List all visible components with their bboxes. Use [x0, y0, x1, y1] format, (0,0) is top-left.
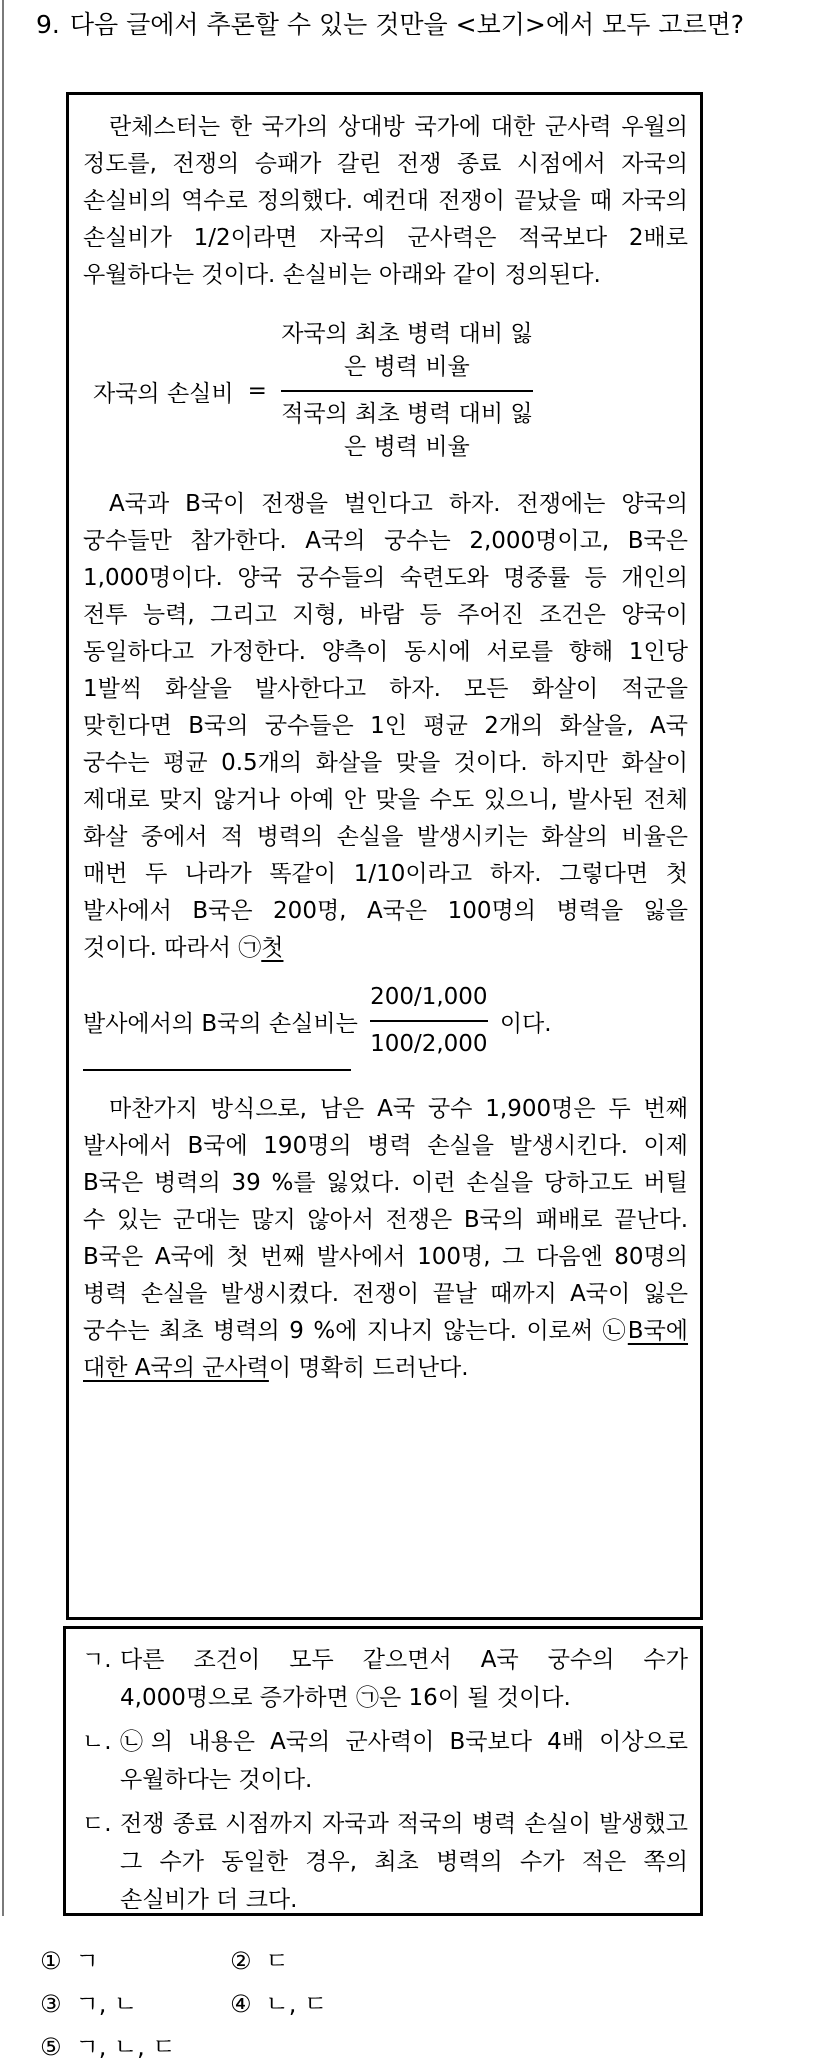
formula-lhs: 자국의 손실비: [93, 380, 234, 407]
bogi-item-d: [82, 1805, 688, 1916]
fraction-numerator: 자국의 최초 병력 대비 잃은 병력 비율: [281, 321, 533, 380]
formula-lead: 발사에서의 B국의 손실비는: [83, 1010, 358, 1037]
paragraph-3-tail: 이 명확히 드러난다.: [268, 1355, 469, 1381]
loss-ratio-definition-formula: [83, 318, 688, 464]
bogi-marker-g: ㄱ.: [82, 1647, 112, 1673]
bogi-text-n: ㉡의 내용은 A국의 군사력이 B국보다 4배 이상으로 우월하다는 것이다.: [120, 1729, 688, 1793]
passage-paragraph-2: [83, 486, 688, 967]
bogi-text-d: 전쟁 종료 시점까지 자국과 적국의 병력 손실이 발생했고 그 수가 동일한 경우, 최초 병력의 수가 적은 쪽의 손실비가 더 크다.: [120, 1811, 688, 1913]
underline-mark: [83, 1069, 351, 1071]
question-text: 다음 글에서 추론할 수 있는 것만을 <보기>에서 모두 고르면?: [69, 10, 745, 39]
bogi-item-n: [82, 1723, 688, 1799]
choice-2-number: ②: [230, 1947, 252, 1975]
paragraph-2-text: A국과 B국이 전쟁을 벌인다고 하자. 전쟁에는 양국의 궁수들만 참가한다. A국의 궁수는 2,000명이고, B국은 1,000명이다. 양국 궁수들의 숙련도와 명중률 등 개인의 전투 능력, 그리고 지형, 바람 등 주어진 조건은 양국이 동일하다고 가정한다. 양측이 동시에 서로를 향해 1인당 1발씩 화살을 발사한다고 하자. 모든 화살이 적군을 맞힌다면 B국의 궁수들은 1인 평균 2개의 화살을, A국 궁수는 평균 0.5개의 화살을 맞을 것이다. 하지만 화살이 제대로 맞지 않거나 아예 안 맞을 수도 있으니, 발사된 전체 화살 중에서 적 병력의 손실을 발생시키는 화살의 비율은 매번 두 나라가 똑같이 1/10이라고 하자. 그렇다면 첫 발사에서 B국은 200명, A국은 100명의 병력을 잃을 것이다. 따라서: [83, 491, 688, 961]
underlined-phrase-2: B국에 대한 A국의 군사력: [83, 1318, 689, 1381]
paragraph-3-text: 마찬가지 방식으로, 남은 A국 궁수 1,900명은 두 번째 발사에서 B국에 190명의 병력 손실을 발생시킨다. 이제 B국은 병력의 39 %를 잃었다. 이런 손실을 당하고도 버틸 수 있는 군대는 많지 않아서 전쟁은 B국의 패배로 끝난다. B국은 A국에 첫 번째 발사에서 100명, 그 다음엔 80명의 병력 손실을 발생시켰다. 전쟁이 끝날 때까지 A국이 잃은 궁수는 최초 병력의 9 %에 지나지 않는다. 이로써: [83, 1096, 688, 1344]
passage-box: [66, 92, 703, 1620]
loss-fraction: [370, 981, 488, 1061]
choice-1: [40, 1946, 230, 1976]
choice-5: [40, 2032, 230, 2062]
loss-fraction-numerator: 200/1,000: [370, 984, 488, 1010]
choice-3-text: ㄱ, ㄴ: [75, 1990, 138, 2018]
first-shot-loss-formula: [83, 981, 688, 1061]
bogi-marker-n: ㄴ.: [82, 1729, 112, 1755]
choice-4-text: ㄴ, ㄷ: [265, 1990, 328, 2018]
choice-4-number: ④: [230, 1990, 252, 2018]
fraction-denominator: 적국의 최초 병력 대비 잃은 병력 비율: [281, 401, 533, 460]
page-column-rule: [2, 0, 4, 1916]
choice-1-number: ①: [40, 1947, 62, 1975]
passage-paragraph-3: [83, 1091, 688, 1387]
choice-3-number: ③: [40, 1990, 62, 2018]
question-header: [36, 6, 784, 44]
choice-2: [230, 1946, 730, 1976]
bogi-marker-d: ㄷ.: [82, 1811, 112, 1837]
bogi-box: [63, 1626, 703, 1916]
choice-4: [230, 1989, 730, 2019]
choice-5-text: ㄱ, ㄴ, ㄷ: [75, 2033, 176, 2061]
equals-sign: =: [247, 378, 267, 404]
bogi-item-g: [82, 1641, 688, 1717]
definition-fraction: [281, 318, 533, 464]
choice-2-text: ㄷ: [265, 1947, 289, 1975]
formula-tail: 이다.: [499, 1010, 552, 1037]
choice-3: [40, 1989, 230, 2019]
reference-marker-1: ㉠: [238, 935, 262, 961]
loss-fraction-bar: [370, 1020, 488, 1022]
passage-paragraph-1: [83, 109, 688, 294]
choice-5-number: ⑤: [40, 2033, 62, 2061]
bogi-text-g: 다른 조건이 모두 같으면서 A국 궁수의 수가 4,000명으로 증가하면 ㉠은 16이 될 것이다.: [120, 1647, 688, 1711]
fraction-bar: [281, 390, 533, 392]
answer-choices: [40, 1946, 730, 2062]
question-number: 9.: [36, 10, 60, 39]
loss-fraction-denominator: 100/2,000: [370, 1031, 488, 1057]
reference-marker-2: ㉡: [602, 1318, 628, 1344]
choice-1-text: ㄱ: [75, 1947, 99, 1975]
paragraph-1-text: 란체스터는 한 국가의 상대방 국가에 대한 군사력 우월의 정도를, 전쟁의 승패가 갈린 전쟁 종료 시점에서 자국의 손실비의 역수로 정의했다. 예컨대 전쟁이 끝났을 때 자국의 손실비가 1/2이라면 자국의 군사력은 적국보다 2배로 우월하다는 것이다. 손실비는 아래와 같이 정의된다.: [83, 114, 688, 288]
underlined-phrase-1: 첫: [261, 935, 284, 961]
